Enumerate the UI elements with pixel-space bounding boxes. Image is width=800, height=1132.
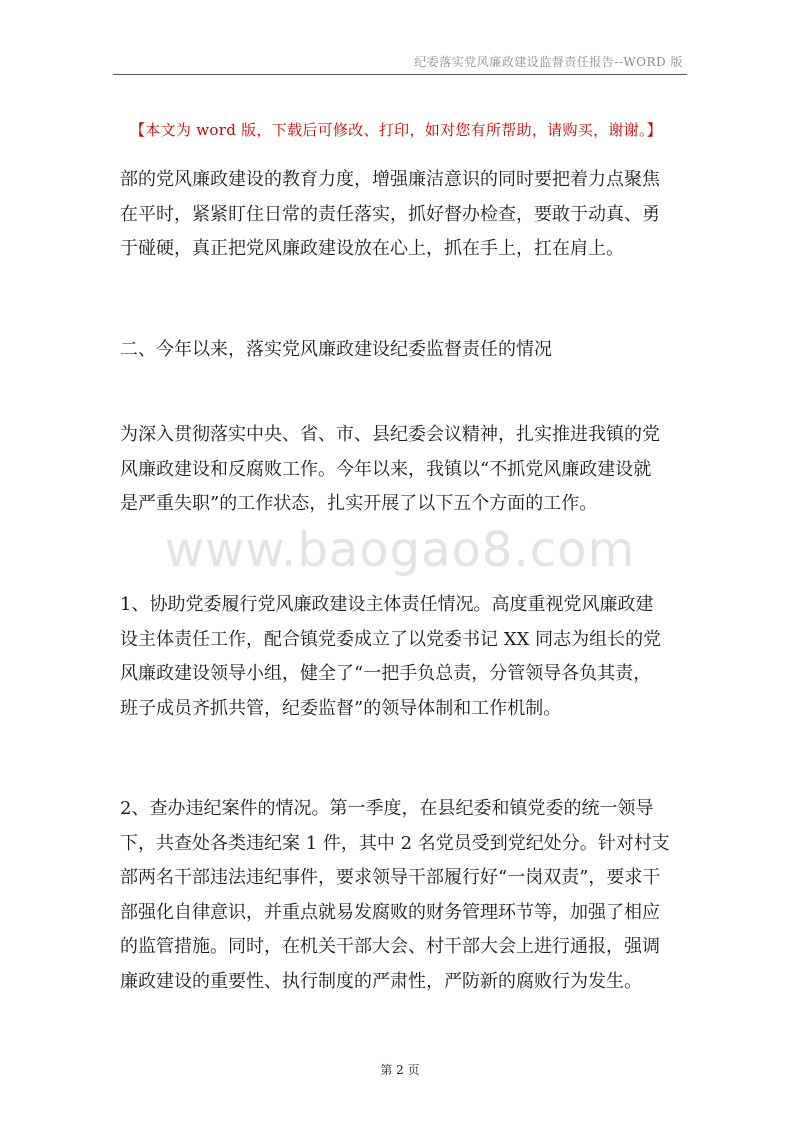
section-heading-2: [120, 333, 680, 368]
paragraph-item-1: [120, 588, 680, 726]
text-line: 部两名干部违法违纪事件，要求领导干部履行好“一岗双责”，要求干: [120, 867, 661, 888]
text-line: 2、查办违纪案件的情况。第一季度，在县纪委和镇党委的统一领导: [120, 798, 654, 819]
document-header-title: 纪委落实党风廉政建设监督责任报告--WORD 版: [414, 55, 683, 69]
text-line: 是严重失职”的工作状态，扎实开展了以下五个方面的工作。: [120, 493, 598, 514]
text-line: 为深入贯彻落实中央、省、市、县纪委会议精神，扎实推进我镇的党: [120, 424, 660, 445]
text-line: 的监管措施。同时，在机关干部大会、村干部大会上进行通报，强调: [120, 936, 660, 957]
page-number: 第 2 页: [380, 1063, 420, 1077]
text-line: 班子成员齐抓共管，纪委监督”的领导体制和工作机制。: [120, 697, 562, 719]
text-line: 风廉政建设和反腐败工作。今年以来，我镇以“不抓党风廉政建设就: [120, 458, 652, 480]
watermark: www.baogao8.com: [164, 522, 636, 578]
header-divider: [113, 74, 687, 75]
text-line: 部的党风廉政建设的教育力度，增强廉洁意识的同时要把着力点聚焦: [120, 169, 660, 190]
paragraph-item-2: [120, 792, 680, 999]
paragraph-intro: [120, 418, 680, 522]
text-line: 下，共查处各类违纪案 1 件，其中 2 名党员受到党纪处分。针对村支: [120, 832, 670, 854]
text-line: 在平时，紧紧盯住日常的责任落实，抓好督办检查，要敢于动真、勇: [120, 203, 660, 225]
heading-text: 二、今年以来，落实党风廉政建设纪委监督责任的情况: [120, 339, 552, 360]
text-line: 廉政建设的重要性、执行制度的严肃性，严防新的腐败行为发生。: [120, 970, 642, 992]
text-line: 1、协助党委履行党风廉政建设主体责任情况。高度重视党风廉政建: [120, 594, 654, 615]
text-line: 部强化自律意识，并重点就易发腐败的财务管理环节等，加强了相应: [120, 901, 660, 923]
text-line: 风廉政建设领导小组，健全了“一把手负总责，分管领导各负其责，: [120, 663, 652, 684]
paragraph-continued: [120, 163, 680, 267]
text-line: 设主体责任工作，配合镇党委成立了以党委书记 XX 同志为组长的党: [120, 628, 662, 650]
text-line: 于碰硬，真正把党风廉政建设放在心上，抓在手上，扛在肩上。: [120, 238, 624, 259]
download-notice: 【本文为 word 版，下载后可修改、打印，如对您有所帮助，请购买，谢谢。】: [130, 121, 663, 139]
